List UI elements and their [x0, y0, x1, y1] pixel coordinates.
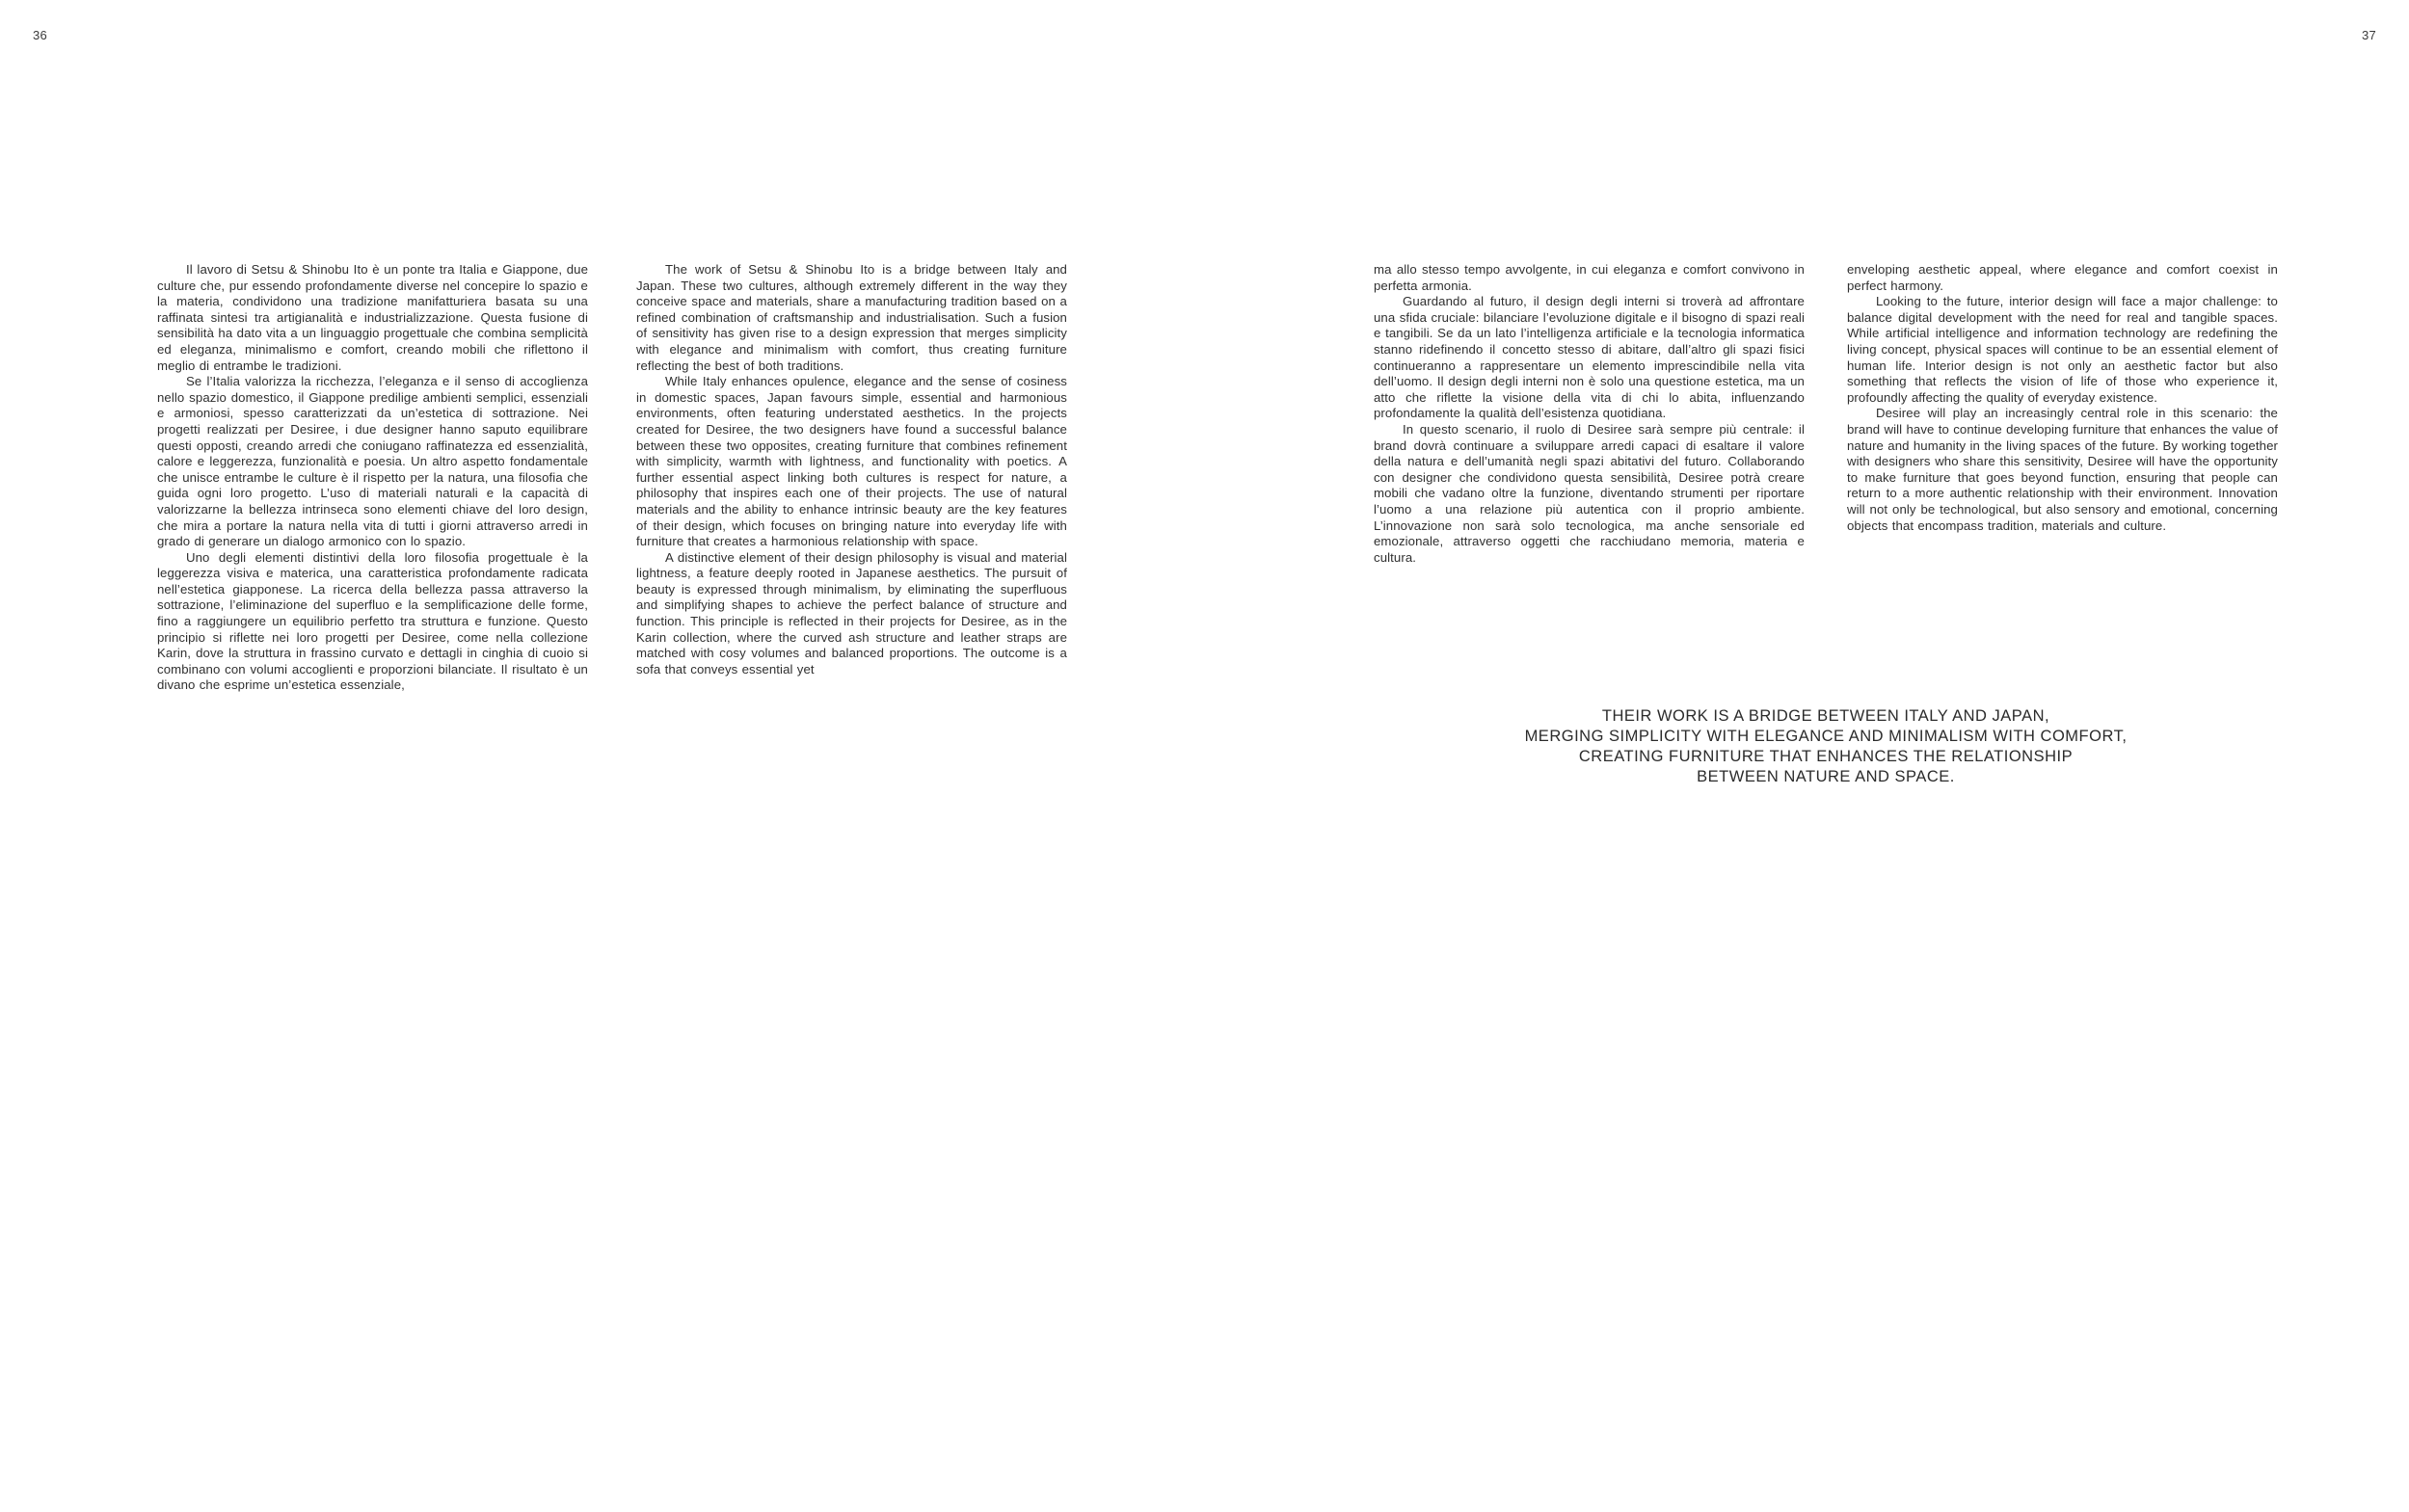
paragraph: ma allo stesso tempo avvolgente, in cui eleganza e comfort convivono in perfetta armonia. [1374, 262, 1805, 293]
pull-quote-line: BETWEEN NATURE AND SPACE. [1697, 768, 1955, 785]
pull-quote-line: THEIR WORK IS A BRIDGE BETWEEN ITALY AND JAPAN, [1601, 707, 2050, 725]
paragraph: Looking to the future, interior design will face a major challenge: to balance digital development with the need for real and tangible spaces. While artificial intelligence and information technology are redefining the living concept, physical spaces will continue to be an essential element of human life. Interior design is not only an aesthetic factor but also something that reflects the vision of life of those who experience it, profoundly affecting the quality of everyday existence. [1847, 294, 2278, 405]
column-left-italian [157, 262, 588, 694]
paragraph: Uno degli elementi distintivi della loro filosofia progettuale è la leggerezza visiva e materica, una caratteristica profondamente radicata nell’estetica giapponese. La ricerca della bellezza passa attraverso la sottrazione, l’eliminazione del superfluo e la semplificazione delle forme, fino a raggiungere un equilibrio perfetto tra struttura e funzione. Questo principio si riflette nei loro progetti per Desiree, come nella collezione Karin, dove la struttura in frassino curvato e dettagli in cinghia di cuoio si combinano con volumi accoglienti e proporzioni bilanciate. Il risultato è un divano che esprime un’estetica essenziale, [157, 549, 588, 693]
pull-quote-line: MERGING SIMPLICITY WITH ELEGANCE AND MINIMALISM WITH COMFORT, [1524, 728, 2128, 745]
paragraph: enveloping aesthetic appeal, where elegance and comfort coexist in perfect harmony. [1847, 262, 2278, 293]
paragraph: A distinctive element of their design philosophy is visual and material lightness, a feature deeply rooted in Japanese aesthetics. The pursuit of beauty is expressed through minimalism, by eliminating the superfluous and simplifying shapes to achieve the perfect balance of structure and function. This principle is reflected in their projects for Desiree, as in the Karin collection, where the curved ash structure and leather straps are matched with cosy volumes and balanced proportions. The outcome is a sofa that conveys essential yet [636, 549, 1067, 676]
paragraph: Il lavoro di Setsu & Shinobu Ito è un ponte tra Italia e Giappone, due culture che, pur essendo profondamente diverse nel concepire lo spazio e la materia, condividono una tradizione manifatturiera basata su una raffinata sintesi tra artigianalità e industrializzazione. Questa fusione di sensibilità ha dato vita a un linguaggio progettuale che combina semplicità ed eleganza, minimalismo e comfort, creando mobili che riflettono il meglio di entrambe le tradizioni. [157, 262, 588, 373]
paragraph: Desiree will play an increasingly central role in this scenario: the brand will have to continue developing furniture that enhances the value of nature and humanity in the living spaces of the future. By working together with designers who share this sensitivity, Desiree will have the opportunity to make furniture that goes beyond function, ensuring that people can return to a more authentic relationship with their environment. Innovation will not only be technological, but also sensory and emotional, concerning objects that encompass tradition, materials and culture. [1847, 406, 2279, 533]
column-right-english [1847, 262, 2278, 534]
page-number-left: 36 [33, 28, 48, 42]
paragraph: While Italy enhances opulence, elegance and the sense of cosiness in domestic spaces, Japan favours simple, essential and harmonious environments, often featuring understated aesthetics. In the projects created for Desiree, the two designers have found a successful balance between these two opposites, creating furniture that combines refinement with simplicity, warmth with lightness, and functionality with poetics. A further essential aspect linking both cultures is respect for nature, a philosophy that inspires each one of their projects. The use of natural materials and the ability to enhance intrinsic beauty are the key features of their design, which focuses on bringing nature into everyday life with furniture that creates a harmonious relationship with space. [636, 374, 1067, 549]
column-left-english [636, 262, 1067, 677]
paragraph: Se l’Italia valorizza la ricchezza, l’eleganza e il senso di accoglienza nello spazio domestico, il Giappone predilige ambienti semplici, essenziali e armoniosi, spesso caratterizzati da un’estetica di sottrazione. Nei progetti realizzati per Desiree, i due designer hanno saputo equilibrare questi opposti, creando arredi che coniugano raffinatezza ed essenzialità, calore e leggerezza, funzionalità e poesia. Un altro aspetto fondamentale che unisce entrambe le culture è il rispetto per la natura, una filosofia che guida ogni loro progetto. L’uso di materiali naturali e la capacità di valorizzarne la bellezza intrinseca sono elementi chiave del loro design, che mira a portare la natura nella vita di tutti i giorni attraverso arredi in grado di generare un dialogo armonico con lo spazio. [157, 374, 588, 549]
column-right-italian [1374, 262, 1805, 566]
pull-quote-line: CREATING FURNITURE THAT ENHANCES THE RELATIONSHIP [1578, 748, 2074, 765]
pull-quote [1374, 706, 2278, 787]
page-number-right: 37 [2361, 28, 2376, 42]
paragraph: The work of Setsu & Shinobu Ito is a bridge between Italy and Japan. These two cultures, although extremely different in the way they conceive space and materials, share a manufacturing tradition based on a refined combination of craftsmanship and industrialisation. Such a fusion of sensitivity has given rise to a design expression that merges simplicity with elegance and minimalism with comfort, thus creating furniture reflecting the best of both traditions. [636, 262, 1067, 373]
paragraph: Guardando al futuro, il design degli interni si troverà ad affrontare una sfida cruciale: bilanciare l’evoluzione digitale e il bisogno di spazi reali e tangibili. Se da un lato l’intelligenza artificiale e la tecnologia informatica stanno ridefinendo il concetto stesso di abitare, dall’altro gli spazi fisici continueranno a rappresentare un elemento imprescindibile nella vita dell’uomo. Il design degli interni non è solo una questione estetica, ma un atto che riflette la visione della vita di chi lo abita, influenzando profondamente la qualità dell’esistenza quotidiana. [1374, 294, 1805, 421]
paragraph: In questo scenario, il ruolo di Desiree sarà sempre più centrale: il brand dovrà continuare a sviluppare arredi capaci di esaltare il valore della natura e dell’umanità negli spazi abitativi del futuro. Collaborando con designer che condividono questa sensibilità, Desiree potrà creare mobili che vadano oltre la funzione, diventando strumenti per riportare l’uomo a una relazione più autentica con il proprio ambiente. L’innovazione non sarà solo tecnologica, ma anche sensoriale ed emozionale, attraverso oggetti che racchiudano memoria, materia e cultura. [1374, 421, 1805, 565]
